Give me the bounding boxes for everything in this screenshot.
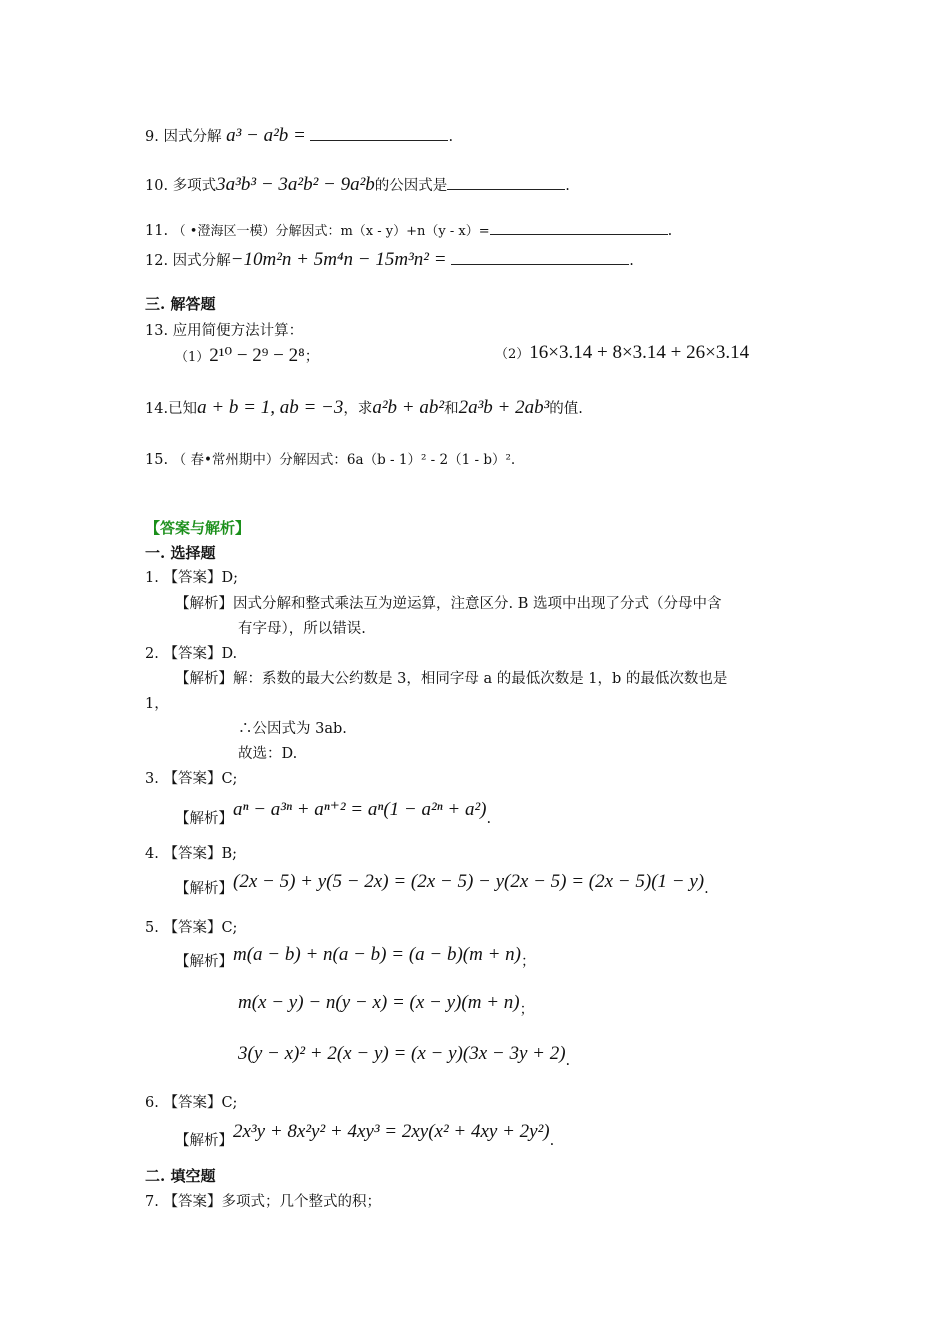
explanation-5: 【解析】m(a − b) + n(a − b) = (a − b)(m + n)； — [175, 944, 536, 970]
answer-number: 5. — [145, 920, 159, 936]
explanation-2: 【解析】解：系数的最大公约数是 3，相同字母 a 的最低次数是 1，b 的最低次数也是 — [175, 671, 728, 687]
math-expression: 3(y − x)² + 2(x − y) = (x − y)(3x − 3y + 2) — [238, 1043, 566, 1064]
answer-value: B; — [221, 846, 237, 862]
math-expression: m(x − y) − n(y − x) = (x − y)(m + n) — [238, 992, 520, 1013]
answer-blank[interactable] — [447, 175, 565, 190]
answer-2: 2. 【答案】D. — [145, 646, 238, 662]
question-13-part-1: （1）2¹⁰ − 2⁹ − 2⁸； — [175, 345, 320, 366]
explanation-4: 【解析】(2x − 5) + y(5 − 2x) = (2x − 5) − y(2x − 5) = (2x − 5)(1 − y). — [175, 871, 709, 897]
math-expression: 3a³b³ − 3a²b² − 9a²b — [216, 174, 375, 195]
question-number: 11. — [145, 223, 169, 239]
question-number: 13. — [145, 323, 169, 339]
answer-7: 7. 【答案】多项式；几个整式的积； — [145, 1194, 381, 1210]
math-expression: (2x − 5) + y(5 − 2x) = (2x − 5) − y(2x − 5) = (2x − 5)(1 − y) — [233, 871, 705, 892]
question-number: 10. — [145, 178, 169, 194]
answer-value: 多项式；几个整式的积； — [221, 1194, 381, 1210]
question-text: （ •澄海区一模）分解因式：m（x - y）+n（y - x）= — [172, 224, 490, 239]
math-expression: 16×3.14 + 8×3.14 + 26×3.14 — [529, 342, 750, 363]
question-text: 因式分解 — [172, 253, 231, 269]
question-text: 的公因式是 — [374, 178, 448, 194]
answer-3: 3. 【答案】C; — [145, 771, 238, 787]
answer-number: 6. — [145, 1095, 159, 1111]
explanation-1: 【解析】因式分解和整式乘法互为逆运算，注意区分. B 选项中出现了分式（分母中含 — [175, 596, 722, 612]
explanation-2-wrap: 1， — [145, 696, 169, 712]
question-9: 9. 因式分解 a³ − a²b = . — [145, 125, 454, 146]
section-title: 三. 解答题 — [145, 295, 216, 313]
answer-number: 7. — [145, 1194, 159, 1210]
question-14: 14.已知a + b = 1, ab = −3，求a²b + ab²和2a³b + 2ab³的值. — [145, 397, 583, 418]
answer-value: C; — [221, 1095, 238, 1111]
answer-number: 3. — [145, 771, 159, 787]
question-text: 多项式 — [172, 178, 217, 194]
answer-value: D; — [221, 570, 238, 586]
question-number: 12. — [145, 253, 169, 269]
question-number: 15. — [145, 452, 169, 468]
explanation-5-line-3: 3(y − x)² + 2(x − y) = (x − y)(3x − 3y + 2). — [238, 1043, 571, 1069]
explanation-2-line: ∴公因式为 3ab. — [238, 721, 347, 737]
answer-6: 6. 【答案】C; — [145, 1095, 238, 1111]
answer-blank[interactable] — [451, 250, 629, 265]
answer-number: 1. — [145, 570, 159, 586]
answer-4: 4. 【答案】B; — [145, 846, 237, 862]
explanation-5-line-2: m(x − y) − n(y − x) = (x − y)(m + n)； — [238, 992, 535, 1018]
answer-value: C; — [221, 920, 238, 936]
math-expression: 2a³b + 2ab³ — [458, 397, 550, 418]
math-expression: −10m²n + 5m⁴n − 15m³n² = — [230, 249, 447, 270]
question-text: 因式分解 — [163, 129, 222, 145]
math-expression: a²b + ab² — [372, 397, 445, 418]
answer-number: 4. — [145, 846, 159, 862]
question-13-part-2: （2）16×3.14 + 8×3.14 + 26×3.14 — [495, 342, 750, 363]
answer-blank[interactable] — [490, 220, 668, 235]
explanation-6: 【解析】2x³y + 8x²y² + 4xy³ = 2xy(x² + 4xy + 2y²). — [175, 1121, 555, 1149]
section-title: 二. 填空题 — [145, 1167, 216, 1185]
answer-blank[interactable] — [310, 126, 448, 141]
question-number: 14. — [145, 401, 169, 417]
answer-1: 1. 【答案】D; — [145, 570, 238, 586]
answer-5: 5. 【答案】C; — [145, 920, 238, 936]
math-expression: a + b = 1, ab = −3 — [197, 397, 344, 418]
math-expression: 2x³y + 8x²y² + 4xy³ = 2xy(x² + 4xy + 2y²) — [233, 1121, 550, 1142]
answer-value: C; — [221, 771, 238, 787]
question-12: 12. 因式分解−10m²n + 5m⁴n − 15m³n² = . — [145, 249, 634, 270]
math-expression: aⁿ − a³ⁿ + aⁿ⁺² = aⁿ(1 − a²ⁿ + a²) — [233, 799, 487, 820]
math-expression: m(a − b) + n(a − b) = (a − b)(m + n) — [233, 944, 521, 965]
question-text: （ 春•常州期中）分解因式：6a（b - 1）² - 2（1 - b）². — [172, 452, 516, 468]
explanation-2-line: 故选：D. — [238, 746, 298, 762]
answers-title: 【答案与解析】 — [145, 519, 251, 537]
question-15 — [145, 450, 515, 470]
question-text: 应用简便方法计算： — [172, 323, 304, 339]
explanation-3: 【解析】aⁿ − a³ⁿ + aⁿ⁺² = aⁿ(1 − a²ⁿ + a²). — [175, 799, 492, 827]
answer-value: D. — [221, 646, 238, 662]
answer-number: 2. — [145, 646, 159, 662]
section-title: 一. 选择题 — [145, 544, 216, 562]
question-10: 10. 多项式3a³b³ − 3a²b² − 9a²b的公因式是 . — [145, 174, 570, 195]
question-number: 9. — [145, 129, 159, 145]
question-11: 11. （ •澄海区一模）分解因式：m（x - y）+n（y - x）= . — [145, 220, 672, 242]
explanation-1-cont: 有字母），所以错误. — [238, 621, 366, 637]
math-expression: a³ − a²b = — [226, 125, 306, 146]
math-expression: 2¹⁰ − 2⁹ − 2⁸ — [209, 345, 305, 366]
question-13 — [145, 321, 303, 341]
